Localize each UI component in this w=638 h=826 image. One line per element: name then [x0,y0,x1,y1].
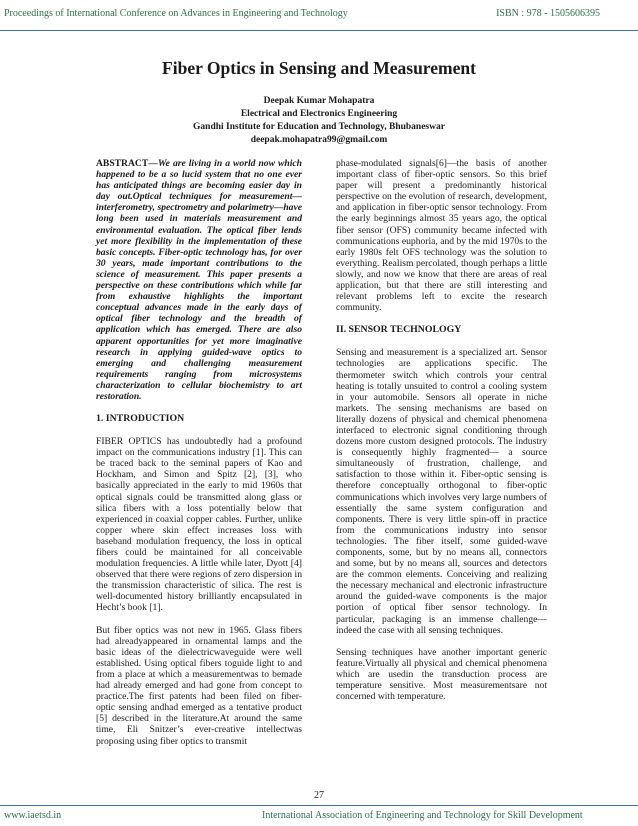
author-name: Deepak Kumar Mohapatra [263,96,375,106]
intro-paragraph-2: But fiber optics was not new in 1965. Glass fibers had alreadyappeared in ornamental lamps and the basic ideas of the dielectricwaveguide were well established. Using optical fibers toguide light to and from a place at which a measurementwas to bemade had already emerged and had gone from concept to practice.The first patents had been filed on fiber-optic sensing andhad emerged as a tentative product [5] described in the literature.At around the same time, Eli Snitzer’s ever-creative intellectwas proposing using fiber optics to transmit [96,624,302,747]
right-column [336,158,547,702]
author-department: Electrical and Electronics Engineering [240,109,398,119]
sensor-paragraph-1: Sensing and measurement is a specialized art. Sensor technologies are applications specific. The thermometer switch which controls your central heating is totally unsuited to control a cooling system in your automobile. Sensors all operate in niche markets. The sensing mechanisms are based on literally dozens of physical and chemical phenomena interfaced to electronic signal conditioning through dozens more custom designed protocols. The industry is consequently highly fragmented— a source simultaneously of frustration, challenge, and satisfaction to those within it. Fiber-optic sensing is therefore conceptually orthogonal to fiber-optic communications which involves very large numbers of essentially the same system configuration and components. There is very little spin-off in practice from the communications industry into sensor technologies. The fiber itself, some guided-wave components, some, but by no means all, connectors and some, but by no means all, sources and detectors are the common elements. Conceiving and realizing the necessary mechanical and electronic infrastructure around the guided-wave components is the major portion of optical fiber sensor technology. In particular, packaging is an immense challenge—indeed the case with all sensing techniques. [336,347,547,636]
running-header-conference: Proceedings of International Conference on Advances in Engineering and Technology [4,8,348,19]
footer-website-link[interactable]: www.iaetsd.in [4,810,62,821]
abstract-text: We are living in a world now which happened to be a so lucid system that no one ever has anticipated things are becoming easier day in day out.Optical techniques for measurement—interferometry, spectrometry and polarimetry—have long been used in materials measurement and environmental evaluation. The optical fiber lends yet more flexibility in the implementation of these basic concepts. Fiber-optic technology has, for over 30 years, made important contributions to the science of measurement. This paper presents a perspective on these contributions which while far from exhaustive highlights the important conceptual advances made in the early days of optical fiber technology and the breadth of application which has emerged. There are also apparent opportunities for yet more imaginative research in applying guided-wave optics to emerging and challenging measurement requirements ranging from microsystems characterization to cellular biochemistry to art restoration. [96,158,302,402]
author-institute: Gandhi Institute for Education and Technology, Bhubaneswar [193,122,445,132]
page-number: 27 [314,790,324,801]
footer-association: International Association of Engineering and Technology for Skill Development [262,810,583,821]
intro-paragraph-1: FIBER OPTICS has undoubtedly had a profound impact on the communications industry [1]. This can be traced back to the seminal papers of Kao and Hockham, and Simon and Spitz [2], [3], who basically appreciated in the early to mid 1960s that optical signals could be transmitted along glass or silica fibers with a loss potentially below that experienced in coaxial copper cables. Further, unlike copper where skin effect increases loss with baseband modulation frequency, the loss in optical fibers could be maintained for all conceivable modulation frequencies. A little while later, Dyott [4] observed that there were regions of zero dispersion in the transmission characteristic of silica. The rest is well-documented history brilliantly encapsulated in Hecht’s book [1]. [96,436,302,614]
running-header-isbn: ISBN : 978 - 1505606395 [496,8,600,19]
author-email: deepak.mohapatra99@gmail.com [250,135,388,145]
section-heading-sensor-technology: II. SENSOR TECHNOLOGY [336,324,462,336]
header-rule [0,30,638,31]
sensor-paragraph-2: Sensing techniques have another important generic feature.Virtually all physical and chemical phenomena which are usedin the transduction process are temperature sensitive. Most measurementsare not concerned with temperature. [336,646,547,703]
intro-paragraph-3: phase-modulated signals[6]—the basis of another important class of fiber-optic sensors. So this brief paper will present a predominantly historical perspective on the evolution of research, development, and application in fiber-optic sensor technology. From the early beginnings almost 35 years ago, the optical fiber sensor (OFS) community became infected with communications euphoria, and by the mid 1970s to the early 1980s felt OFS technology was the solution to everything. Realism percolated, though perhaps a little slowly, and now we know that there are areas of real application, but that there are still interesting and relevant problems left to excite the research community. [336,158,547,314]
left-column [96,158,302,747]
section-heading-introduction: 1. INTRODUCTION [96,413,185,425]
author-block [0,95,638,147]
abstract [96,158,302,402]
abstract-label: ABSTRACT— [96,158,158,169]
footer-rule [0,805,638,806]
paper-title: Fiber Optics in Sensing and Measurement [162,58,476,78]
